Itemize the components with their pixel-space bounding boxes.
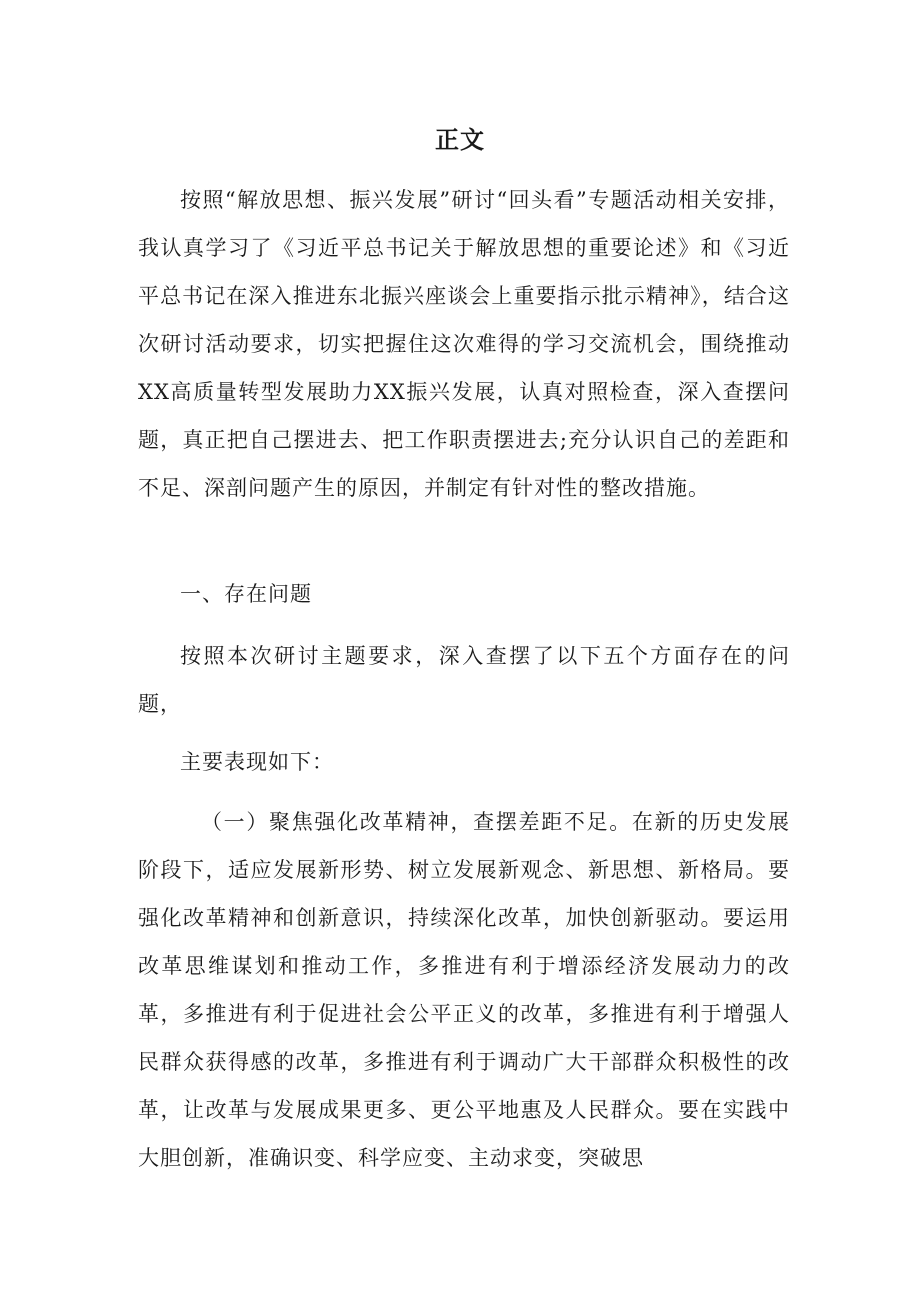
paragraph-problems-intro: 按照本次研讨主题要求，深入查摆了以下五个方面存在的问题， bbox=[138, 644, 790, 716]
paragraph-intro: 按照“解放思想、振兴发展”研讨“回头看”专题活动相关安排，我认真学习了《习近平总书记关于解放思想的重要论述》和《习近平总书记在深入推进东北振兴座谈会上重要指示批示精神》，结合这次研讨活动要求，切实把握住这次难得的学习交流机会，围绕推动XX高质量转型发展助力XX振兴发展，认真对照检查，深入查摆问题，真正把自己摆进去、把工作职责摆进去;充分认识自己的差距和不足、深剖问题产生的原因，并制定有针对性的整改措施。 bbox=[138, 188, 790, 500]
paragraph-main-manifestations: 主要表现如下： bbox=[180, 750, 334, 774]
paragraph-reform-spirit: （一）聚焦强化改革精神，查摆差距不足。在新的历史发展阶段下，适应发展新形势、树立发展新观念、新思想、新格局。要强化改革精神和创新意识，持续深化改革，加快创新驱动。要运用改革思维谋划和推动工作，多推进有利于增添经济发展动力的改革，多推进有利于促进社会公平正义的改革，多推进有利于增强人民群众获得感的改革，多推进有利于调动广大干部群众积极性的改革，让改革与发展成果更多、更公平地惠及人民群众。要在实践中大胆创新，准确识变、科学应变、主动求变，突破思 bbox=[138, 810, 790, 1170]
document-title: 正文 bbox=[435, 126, 485, 154]
section-heading-problems: 一、存在问题 bbox=[180, 582, 312, 606]
